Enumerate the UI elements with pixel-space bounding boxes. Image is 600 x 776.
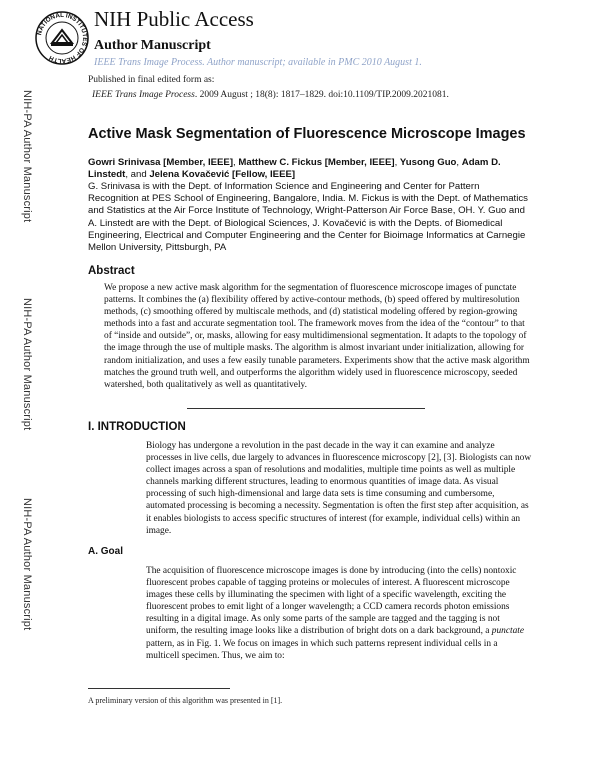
author-manuscript-label: Author Manuscript [94, 38, 211, 53]
goal-text: The acquisition of fluorescence microscope images is done by introducing (into the cells) nontoxic fluorescent probes capable of tagging proteins or molecules of interest. A fluorescent microscope images these cells by illuminating the specimen with light of a specific wavelength, exciting the fluorescent probes to emit light of a longer wavelength; a CCD camera records photon emissions resulting in a digital image. As only some parts of the sample are tagged and the tagging is not uniform, the resulting image looks like a distribution of bright dots on a dark background, a punctate pattern, as in Fig. 1. We focus on images in which such patterns represent individual cells in a multicell specimen. Thus, we aim to: [146, 566, 525, 661]
side-watermark: NIH-PA Author Manuscript [21, 298, 33, 431]
footnote-divider [88, 688, 230, 689]
author-name: Yusong Guo [399, 157, 457, 168]
side-watermark: NIH-PA Author Manuscript [21, 90, 33, 223]
logo-ring-text: NATIONAL INSTITUTES OF HEALTH [36, 11, 89, 65]
author-name: Jelena Kovačević [Fellow, IEEE] [149, 169, 296, 180]
author-name: Gowri Srinivasa [Member, IEEE] [88, 157, 234, 168]
introduction-text: Biology has undergone a revolution in the past decade in the way it can examine and analyze processes in live cells, due largely to advances in fluorescence microscopy [2], [3]. Biologists can now collect images across a span of resolutions and modalities, multiple time points as well as multiple channels marking different structures, leading to enormous quantities of image data. As visual processing of such high-dimensional and large data sets is time consuming and cumbersome, automated processing is becoming a necessity. Segmentation is often the first step after acquisition, as it enables biologists to access specific structures of interest (for example, individual cells) within an image. [146, 441, 532, 536]
introduction-heading: I. INTRODUCTION [88, 421, 186, 433]
availability-note: IEEE Trans Image Process. Author manuscript; available in PMC 2010 August 1. [94, 57, 422, 68]
goal-heading: A. Goal [88, 546, 124, 557]
punctate-term: punctate [491, 626, 525, 637]
section-divider [187, 408, 425, 409]
nih-logo [34, 10, 90, 66]
paper-title: Active Mask Segmentation of Fluorescence Microscope Images [88, 126, 526, 142]
author-list: Gowri Srinivasa [Member, IEEE], Matthew C. Fickus [Member, IEEE], Yusong Guo, Adam D. Linstedt, and Jelena Kovačević [Fellow, IEEE] [88, 157, 501, 180]
abstract-heading: Abstract [88, 265, 135, 277]
citation-journal: IEEE Trans Image Process [92, 90, 195, 100]
published-label: Published in final edited form as: [88, 75, 215, 85]
author-name: Matthew C. Fickus [Member, IEEE] [238, 157, 395, 168]
author-affiliations: G. Srinivasa is with the Dept. of Information Science and Engineering and Center for Pattern Recognition at PES School of Engineering, Bangalore, India. M. Fickus is with the Dept. of Mathematics and Statistics at the Air Force Institute of Technology, Wright-Patterson Air Force Base, OH. Y. Guo and A. Linstedt are with the Dept. of Biological Sciences, J. Kovačević is with the Depts. of Biomedical Engineering, Electrical and Computer Engineering and the Center for Bioimage Informatics at Carnegie Mellon University, Pittsburgh, PA [88, 181, 528, 254]
citation-details: . 2009 August ; 18(8): 1817–1829. doi:10.1109/TIP.2009.2021081. [194, 90, 449, 100]
nih-public-access-title: NIH Public Access [94, 7, 254, 31]
abstract-text: We propose a new active mask algorithm for the segmentation of fluorescence microscope images of punctate patterns. It combines the (a) flexibility offered by active-contour methods, (b) speed offered by multiresolution methods, (c) smoothing offered by multiscale methods, and (d) statistical modeling offered by region-growing methods into a fast and accurate segmentation tool. The framework moves from the idea of the “contour” to that of “inside and outside”, or, masks, allowing for easy multidimensional segmentation. It adapts to the topology of the image through the use of multiple masks. The algorithm is almost invariant under initialization, allowing for random initialization, and uses a few easily tunable parameters. Experiments show that the active mask algorithm matches the ground truth well, and outperforms the algorithm widely used in fluorescence microscopy, seeded watershed, both qualitatively as well as quantitatively. [104, 283, 530, 390]
citation [92, 90, 449, 100]
side-watermark: NIH-PA Author Manuscript [21, 498, 33, 631]
author-name: Adam D. Linstedt [88, 157, 501, 180]
footnote: A preliminary version of this algorithm was presented in [1]. [88, 696, 283, 705]
